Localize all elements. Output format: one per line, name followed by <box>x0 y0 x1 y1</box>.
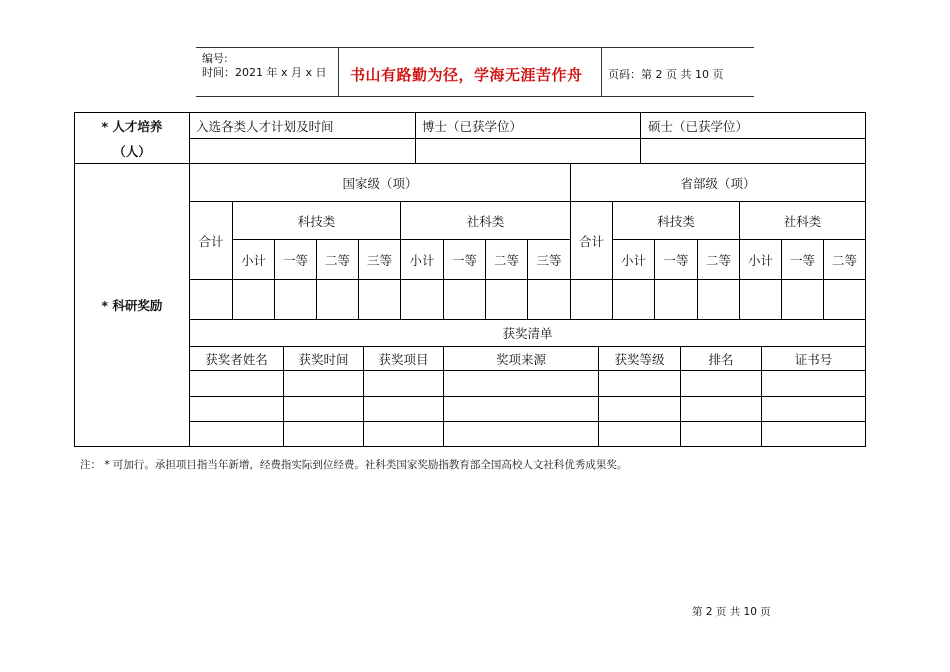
provincial-soc-header: 社科类 <box>783 213 822 229</box>
national-soc-second: 二等 <box>493 252 519 268</box>
talent-label-line1: * 人才培养 <box>101 118 163 134</box>
national-total-header: 合计 <box>198 233 224 249</box>
national-soc-subtotal: 小计 <box>409 252 435 268</box>
national-sci-subtotal: 小计 <box>240 252 266 268</box>
doc-time-label: 时间：2021 年 x 月 x 日 <box>202 66 327 79</box>
national-level-header: 国家级（项） <box>342 175 418 191</box>
provincial-soc-first: 一等 <box>789 252 815 268</box>
talent-col-master: 硕士（已获学位） <box>648 118 749 134</box>
table-footnote: 注： * 可加行。承担项目指当年新增，经费指实际到位经费。社科类国家奖励指教育部全国高校人文社科优秀成果奖。 <box>80 459 628 471</box>
page-footer: 第 2 页 共 10 页 <box>692 606 771 618</box>
national-sci-second: 二等 <box>324 252 350 268</box>
provincial-sci-first: 一等 <box>663 252 689 268</box>
award-list-header-time: 获奖时间 <box>298 351 349 367</box>
provincial-total-header: 合计 <box>578 233 604 249</box>
provincial-soc-second: 二等 <box>831 252 857 268</box>
national-sci-third: 三等 <box>366 252 392 268</box>
award-list-header-source: 奖项来源 <box>495 351 546 367</box>
award-list-header-project: 获奖项目 <box>378 351 429 367</box>
header-top-rule <box>196 47 754 48</box>
award-list-header-certificate: 证书号 <box>794 351 833 367</box>
talent-label-line2: （人） <box>113 143 151 159</box>
award-list-header-grade: 获奖等级 <box>614 351 665 367</box>
doc-number-label: 编号: <box>202 52 228 65</box>
national-sci-first: 一等 <box>282 252 308 268</box>
provincial-sci-second: 二等 <box>705 252 731 268</box>
provincial-sci-header: 科技类 <box>657 213 695 229</box>
award-section-label: * 科研奖励 <box>101 298 163 313</box>
header-divider-2 <box>601 47 602 97</box>
page-number-label: 页码：第 2 页 共 10 页 <box>608 68 724 81</box>
header-motto: 书山有路勤为径，学海无涯苦作舟 <box>350 66 583 84</box>
provincial-level-header: 省部级（项） <box>680 175 756 191</box>
provincial-sci-subtotal: 小计 <box>620 252 646 268</box>
award-list-header-name: 获奖者姓名 <box>205 351 268 367</box>
award-list-header-rank: 排名 <box>708 351 734 367</box>
header-divider-1 <box>338 47 339 97</box>
talent-col-phd: 博士（已获学位） <box>422 118 523 134</box>
national-soc-header: 社科类 <box>466 213 505 229</box>
talent-col-programs: 入选各类人才计划及时间 <box>196 118 334 134</box>
national-soc-third: 三等 <box>536 252 562 268</box>
provincial-soc-subtotal: 小计 <box>747 252 773 268</box>
national-soc-first: 一等 <box>451 252 477 268</box>
award-list-title: 获奖清单 <box>502 326 553 341</box>
national-sci-header: 科技类 <box>297 213 336 229</box>
header-bottom-rule <box>196 96 754 97</box>
